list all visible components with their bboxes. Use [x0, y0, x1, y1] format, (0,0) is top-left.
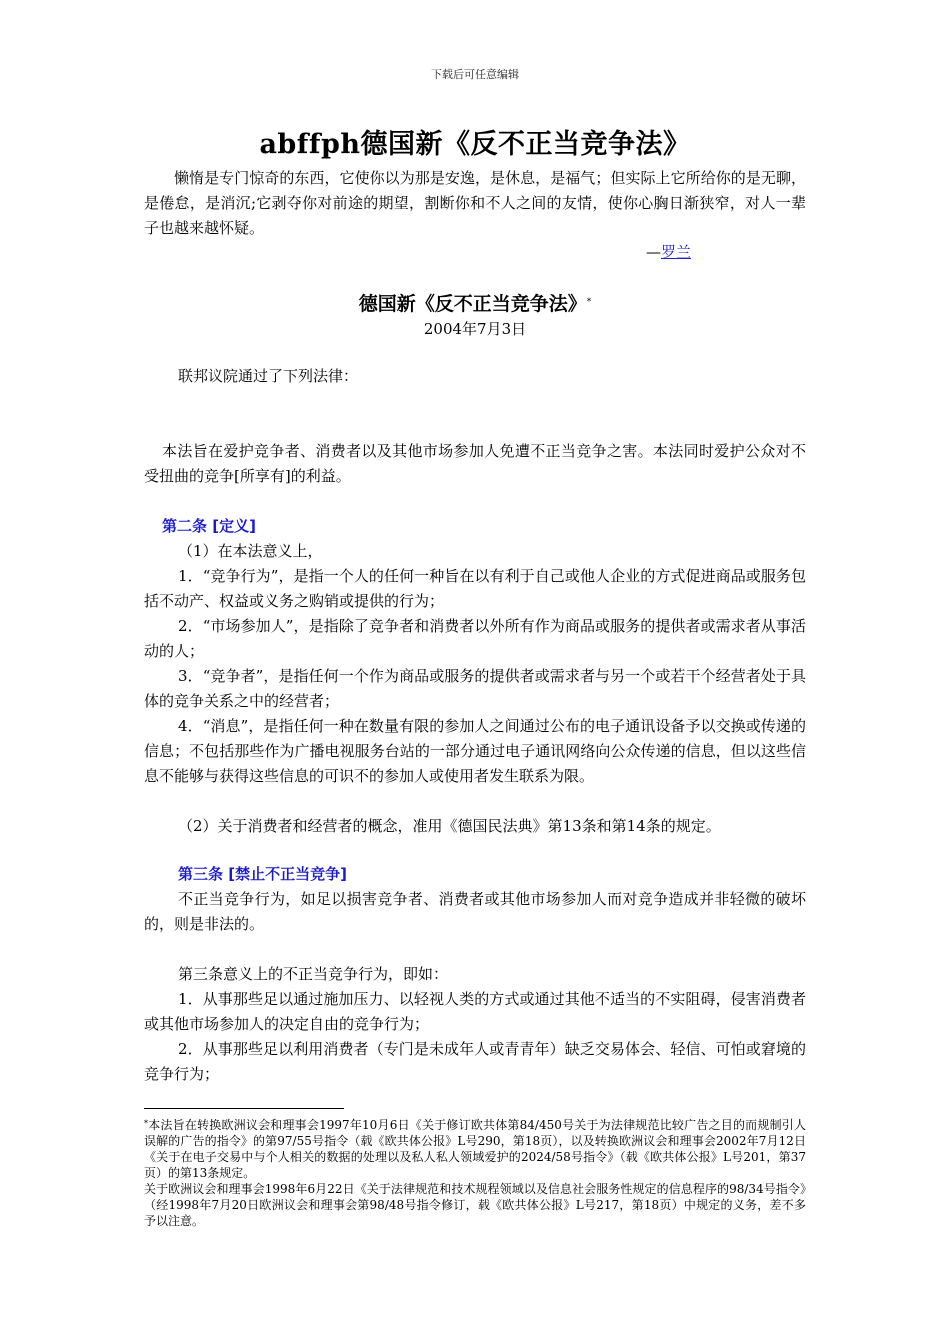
article-2-item-4: 4．“消息”，是指任何一种在数量有限的参加人之间通过公布的电子通讯设备予以交换或传递的信息；不包括那些作为广播电视服务台站的一部分通过电子通讯网络向公众传递的信息，但以这些信息不能够与获得这些信息的可识不的参加人或使用者发生联系为限。 — [144, 717, 806, 785]
article-3-item-2: 2．从事那些足以利用消费者（专门是未成年人或青青年）缺乏交易体会、轻信、可怕或窘境的竞争行为； — [144, 1040, 806, 1083]
law-date: 2004年7月3日 — [423, 320, 527, 338]
article-2-para-1: （1）在本法意义上， — [178, 542, 323, 560]
quote-author — [646, 241, 691, 262]
article-3-heading: 第三条 [禁止不正当竞争] — [178, 865, 347, 883]
footnote-para-1 — [144, 1116, 806, 1181]
quote-author-link[interactable]: 罗兰 — [661, 243, 692, 261]
article-2-item-2: 2．“市场参加人”，是指除了竞争者和消费者以外所有作为商品或服务的提供者或需求者从事活动的人； — [144, 617, 806, 660]
article-2-item-1: 1．“竞争行为”，是指一个人的任何一种旨在以有利于自己或他人企业的方式促进商品或服务包括不动产、权益或义务之购销或提供的行为； — [144, 567, 806, 610]
law-intro: 联邦议院通过了下列法律： — [178, 367, 359, 385]
footnote-text-1: 本法旨在转换欧洲议会和理事会1997年10月6日《关于修订欧共体第84/450号关于为法律规范比较广告之目的而规制引人误解的广告的指令》的第97/55号指令（载《欧共体公报》L号290，第18页），以及转换欧洲议会和理事会2002年7月12日《关于在电子交易中与个人相关的数据的处理以及私人私人领域爱护的2024/58号指令》（载《欧共体公报》L号201，第37页）的第13条规定。 — [144, 1118, 806, 1180]
quote-text: 懒惰是专门惊奇的东西，它使你以为那是安逸，是休息，是福气；但实际上它所给你的是无聊，是倦怠，是消沉;它剥夺你对前途的期望，割断你和不人之间的友情，使你心胸日渐狭窄，对人一辈子也越来越怀疑。 — [144, 169, 806, 237]
law-title — [0, 289, 950, 316]
footnote-para-2: 关于欧洲议会和理事会1998年6月22日《关于法律规范和技术规程领域以及信息社会服务性规定的信息程序的98/34号指令》（经1998年7月20日欧洲议会和理事会第98/48号指令修订，载《欧共体公报》L号217，第18页）中规定的义务，差不多予以注意。 — [144, 1182, 806, 1228]
law-purpose: 本法旨在爱护竞争者、消费者以及其他市场参加人免遭不正当竞争之害。本法同时爱护公众对不受扭曲的竞争[所享有]的利益。 — [144, 442, 806, 485]
law-title-text: 德国新《反不正当竞争法》 — [358, 293, 587, 315]
page-header: 下载后可任意编辑 — [431, 68, 519, 81]
article-3-item-1: 1．从事那些足以通过施加压力、以轻视人类的方式或通过其他不适当的不实阻碍，侵害消费者或其他市场参加人的决定自由的竞争行为； — [144, 990, 806, 1033]
document-title: abffph德国新《反不正当竞争法》 — [259, 129, 691, 160]
footnote-separator — [144, 1108, 344, 1109]
article-2-para-2: （2）关于消费者和经营者的概念，准用《德国民法典》第13条和第14条的规定。 — [178, 817, 721, 835]
footnote-ref[interactable]: * — [586, 297, 592, 307]
article-2-item-3: 3．“竞争者”，是指任何一个作为商品或服务的提供者或需求者与另一个或若干个经营者处于具体的竞争关系之中的经营者； — [144, 667, 806, 710]
quote-dash: — — [646, 243, 661, 261]
footnote-mark: * — [144, 1119, 148, 1128]
article-3-para-1: 不正当竞争行为，如足以损害竞争者、消费者或其他市场参加人而对竞争造成并非轻微的破坏的，则是非法的。 — [144, 890, 806, 933]
article-2-heading: 第二条 [定义] — [162, 517, 256, 535]
article-3-para-2: 第三条意义上的不正当竞争行为，即如： — [178, 965, 449, 983]
